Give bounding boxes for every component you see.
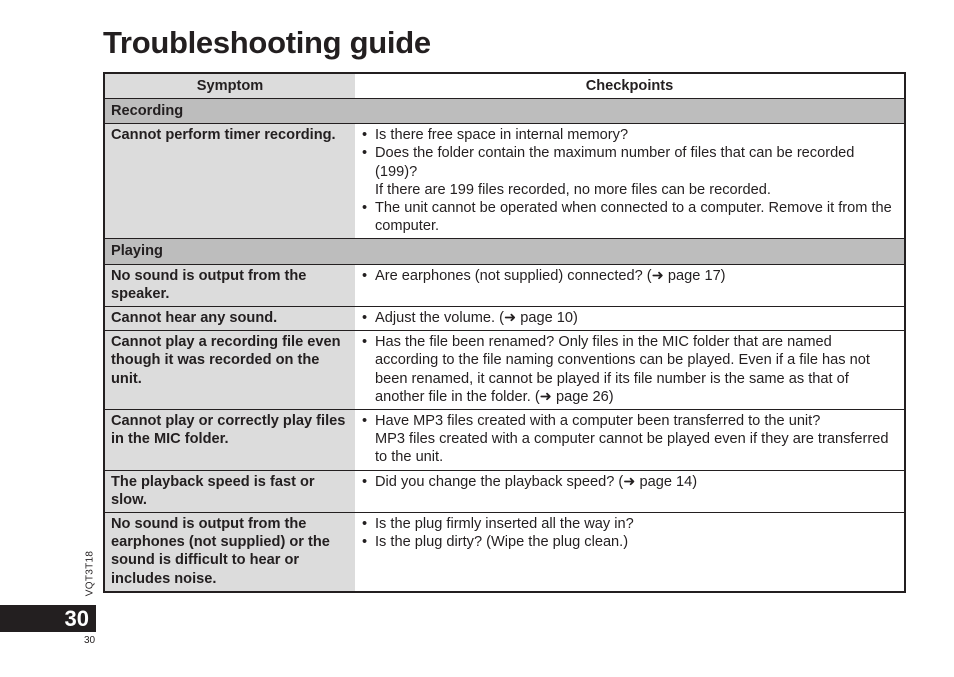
checkpoint-item: • Is the plug dirty? (Wipe the plug clean.) [361,533,896,551]
checkpoint-item: • Does the folder contain the maximum number of files that can be recorded (199)? If there are 199 files recorded, no more files can be recorded. [361,144,896,199]
table-body [104,99,905,592]
section-header-row [104,99,905,124]
checkpoint-item: • Are earphones (not supplied) connected? (➜ page 17) [361,267,896,285]
checkpoints-cell [355,470,905,512]
symptom-cell: Cannot hear any sound. [104,307,355,331]
checkpoint-item: • Is the plug firmly inserted all the way in? [361,515,896,533]
table-header-row [104,73,905,99]
checkpoint-list [361,333,896,406]
checkpoints-cell [355,307,905,331]
checkpoint-item: • Have MP3 files created with a computer been transferred to the unit? MP3 files created with a computer cannot be played even if they are transferred to the unit. [361,412,896,467]
symptom-cell: Cannot play or correctly play files in the MIC folder. [104,410,355,471]
page-number-tab: 30 [0,605,96,632]
table-row [104,264,905,306]
symptom-column-header: Symptom [104,73,355,99]
table-row [104,513,905,592]
table-row [104,124,905,239]
symptom-cell: The playback speed is fast or slow. [104,470,355,512]
checkpoint-list [361,267,896,285]
checkpoint-list [361,473,896,491]
symptom-cell: No sound is output from the earphones (not supplied) or the sound is difficult to hear or includes noise. [104,513,355,592]
checkpoint-item: • Did you change the playback speed? (➜ page 14) [361,473,896,491]
checkpoint-list [361,515,896,551]
section-header-row [104,239,905,264]
checkpoints-cell [355,513,905,592]
symptom-cell: Cannot play a recording file even though it was recorded on the unit. [104,331,355,410]
section-title: Playing [104,239,905,264]
section-title: Recording [104,99,905,124]
symptom-cell: Cannot perform timer recording. [104,124,355,239]
checkpoints-cell [355,410,905,471]
table-row [104,470,905,512]
checkpoints-column-header: Checkpoints [355,73,905,99]
symptom-cell: No sound is output from the speaker. [104,264,355,306]
troubleshooting-table [103,72,906,593]
checkpoints-cell [355,331,905,410]
checkpoint-list [361,412,896,467]
checkpoint-item: • The unit cannot be operated when connected to a computer. Remove it from the computer. [361,199,896,235]
document-code-text: VQT3T18 [84,550,96,597]
document-code [84,548,96,600]
checkpoint-list [361,309,896,327]
checkpoint-item: • Adjust the volume. (➜ page 10) [361,309,896,327]
table-row [104,331,905,410]
checkpoints-cell [355,124,905,239]
page-number-small: 30 [84,635,96,646]
checkpoint-item: • Is there free space in internal memory? [361,126,896,144]
checkpoint-item: • Has the file been renamed? Only files in the MIC folder that are named according to the file naming conventions can be played. Even if a file has not been renamed, it cannot be played if its file number is the same as that of another file in the folder. (➜ page 26) [361,333,896,406]
checkpoints-cell [355,264,905,306]
checkpoint-list [361,126,896,235]
table-row [104,410,905,471]
table-row [104,307,905,331]
page-title: Troubleshooting guide [103,25,431,60]
